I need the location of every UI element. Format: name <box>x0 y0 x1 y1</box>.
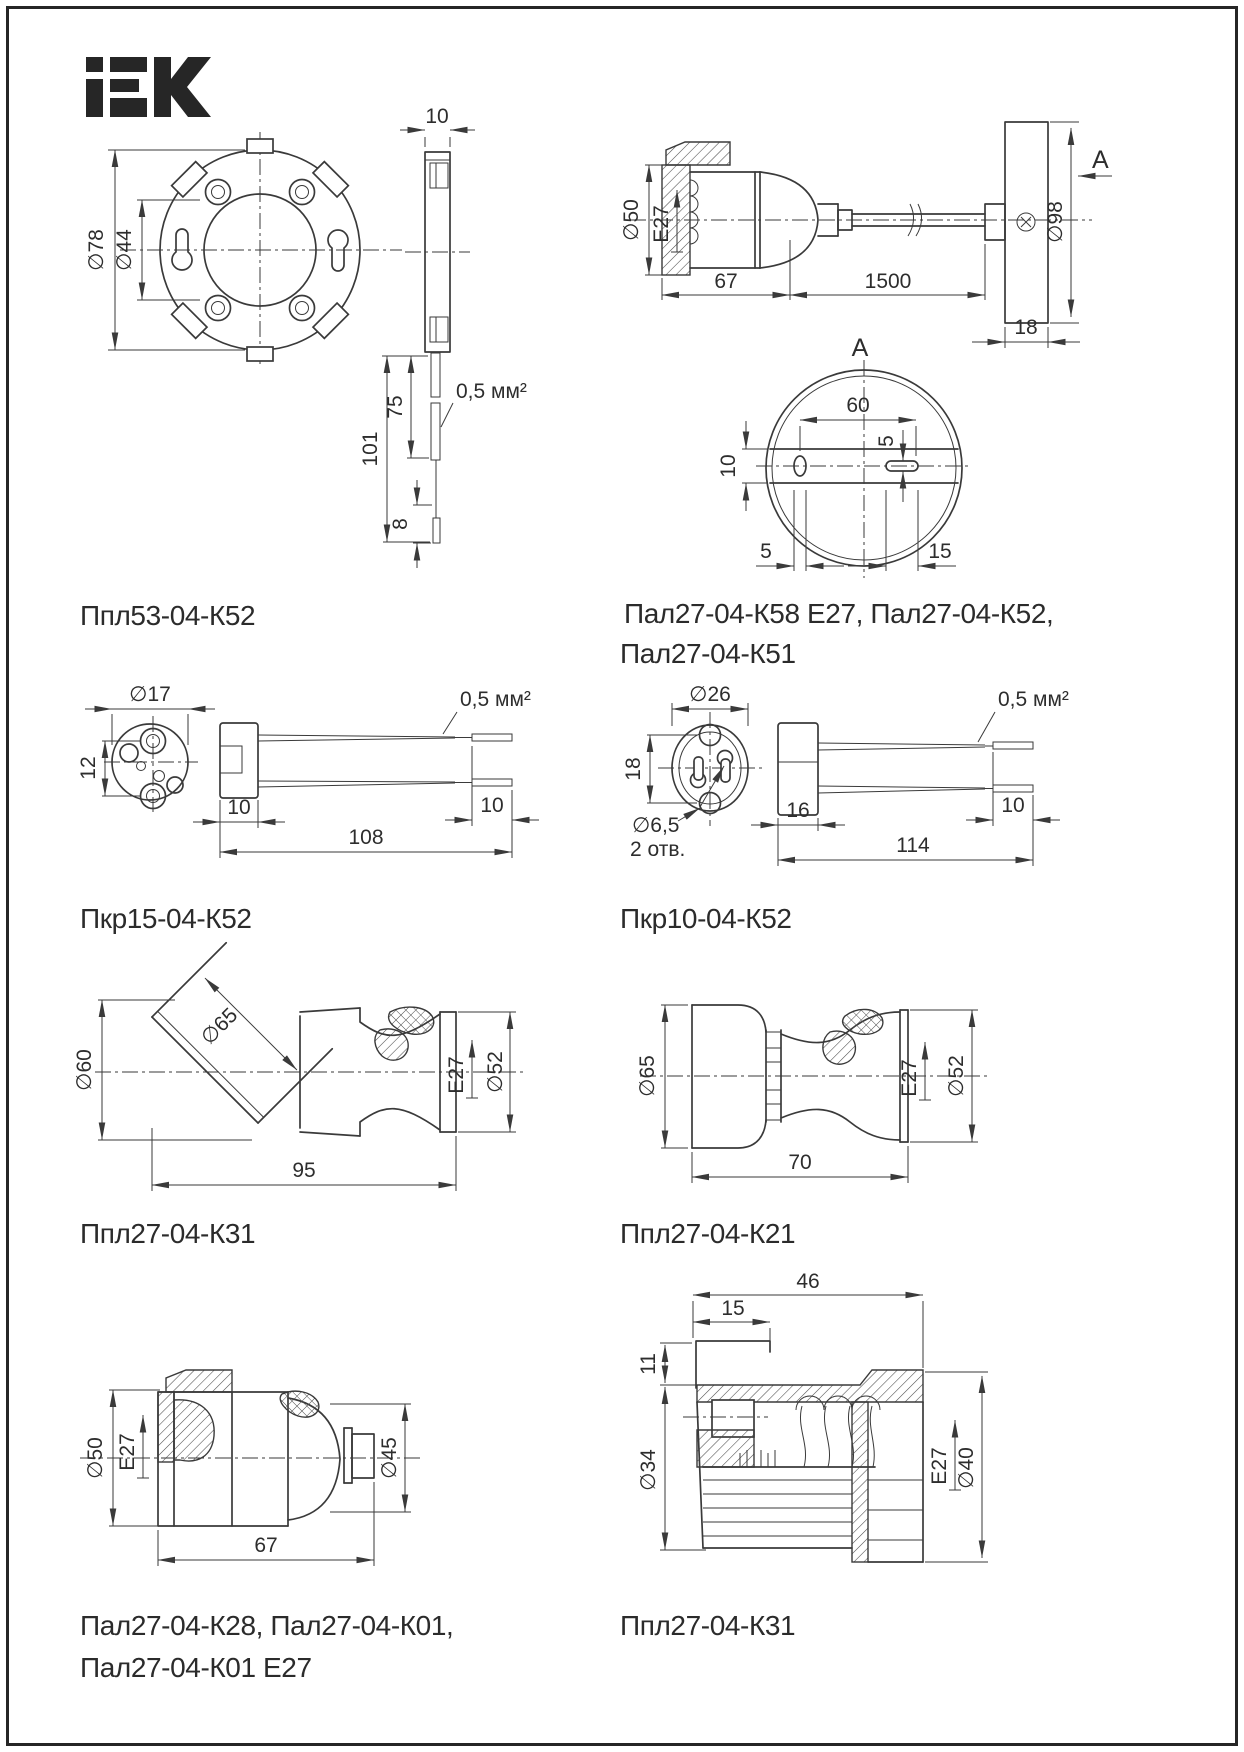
dim-dia17: ∅17 <box>129 683 171 706</box>
label-ppl27-04-k31: Ппл27-04-К31 <box>80 1218 256 1249</box>
label-ppl53-04-k52: Ппл53-04-К52 <box>80 600 256 631</box>
dim-holes: 2 отв. <box>630 838 686 861</box>
dim-h11: 11 <box>637 1353 660 1375</box>
dim-dia65: ∅65 <box>196 1003 243 1050</box>
label-pal27-04-k58-line1: Пал27-04-К58 Е27, Пал27-04-К52, <box>624 598 1054 629</box>
dim-dia60: ∅60 <box>73 1049 96 1091</box>
dim-len1500: 1500 <box>864 270 912 293</box>
view-arrow-a: A <box>1092 146 1109 174</box>
dim-dia65: ∅65 <box>636 1055 659 1097</box>
dim-h12: 12 <box>77 756 100 780</box>
drawing-ppl27-04-k21 <box>636 1005 990 1183</box>
dim-h8: 8 <box>389 518 412 530</box>
dim-len67: 67 <box>714 270 738 293</box>
dim-dia26: ∅26 <box>689 683 731 706</box>
dim-h101: 101 <box>359 431 382 467</box>
drawing-pkr15-04-k52 <box>77 683 539 858</box>
dim-b15: 15 <box>928 540 952 563</box>
dim-dia40: ∅40 <box>955 1447 978 1489</box>
dim-w60: 60 <box>846 394 870 417</box>
dim-dia52: ∅52 <box>484 1051 507 1093</box>
dim-dia78: ∅78 <box>85 229 108 271</box>
dim-w16: 16 <box>786 799 810 822</box>
dim-t18: 18 <box>1014 316 1038 339</box>
dim-s5: 5 <box>875 435 898 447</box>
label-ppl27-04-k31-section: Ппл27-04-К31 <box>620 1610 796 1641</box>
label-pal27-04-k28-line1: Пал27-04-К28, Пал27-04-К01, <box>80 1610 454 1641</box>
dim-dia44: ∅44 <box>113 229 136 271</box>
dim-dia50: ∅50 <box>620 199 643 241</box>
drawing-pal27-04-k58 <box>620 122 1112 578</box>
dim-h10: 10 <box>717 454 740 478</box>
dim-h18: 18 <box>622 757 645 781</box>
label-ppl27-04-k21: Ппл27-04-К21 <box>620 1218 796 1249</box>
dim-w10: 10 <box>227 796 251 819</box>
drawing-pkr10-04-k52 <box>622 683 1069 866</box>
dim-dia52: ∅52 <box>945 1055 968 1097</box>
dim-e27: E27 <box>650 205 673 243</box>
dim-b5: 5 <box>760 540 772 563</box>
dim-len15: 15 <box>721 1297 745 1320</box>
dim-dia65: ∅6,5 <box>632 814 680 837</box>
dim-h75: 75 <box>384 395 407 419</box>
dim-len67: 67 <box>254 1534 278 1557</box>
dim-len46: 46 <box>796 1270 820 1293</box>
label-pkr10-04-k52: Пкр10-04-К52 <box>620 903 792 934</box>
dim-dia34: ∅34 <box>637 1449 660 1491</box>
dim-w10: 10 <box>425 105 449 128</box>
dim-e27: E27 <box>898 1059 921 1097</box>
drawing-ppl27-04-k31-angled <box>73 943 525 1191</box>
dim-len70: 70 <box>788 1151 812 1174</box>
dim-tip10: 10 <box>480 794 504 817</box>
wire-label: 0,5 мм² <box>456 380 527 403</box>
label-pal27-04-k58-line2: Пал27-04-К51 <box>620 638 796 669</box>
drawing-ppl27-04-k31-section <box>637 1270 988 1562</box>
dim-len95: 95 <box>292 1159 316 1182</box>
drawing-ppl53-04-k52 <box>85 105 527 568</box>
label-pal27-04-k28-line2: Пал27-04-К01 Е27 <box>80 1652 312 1683</box>
label-pkr15-04-k52: Пкр15-04-К52 <box>80 903 252 934</box>
view-a-title: A <box>851 334 869 362</box>
dim-e27: E27 <box>445 1056 468 1094</box>
dim-e27: E27 <box>928 1447 951 1485</box>
dim-e27: E27 <box>116 1433 139 1471</box>
wire-label: 0,5 мм² <box>460 688 531 711</box>
dim-len114: 114 <box>896 834 930 857</box>
dim-len108: 108 <box>348 826 384 849</box>
dim-dia45: ∅45 <box>378 1437 401 1479</box>
dim-tip10: 10 <box>1001 794 1025 817</box>
dim-dia50: ∅50 <box>84 1437 107 1479</box>
wire-label: 0,5 мм² <box>998 688 1069 711</box>
mounting-bracket <box>696 1341 770 1388</box>
dim-dia98: ∅98 <box>1044 201 1067 243</box>
drawing-pal27-04-k28 <box>80 1370 420 1566</box>
